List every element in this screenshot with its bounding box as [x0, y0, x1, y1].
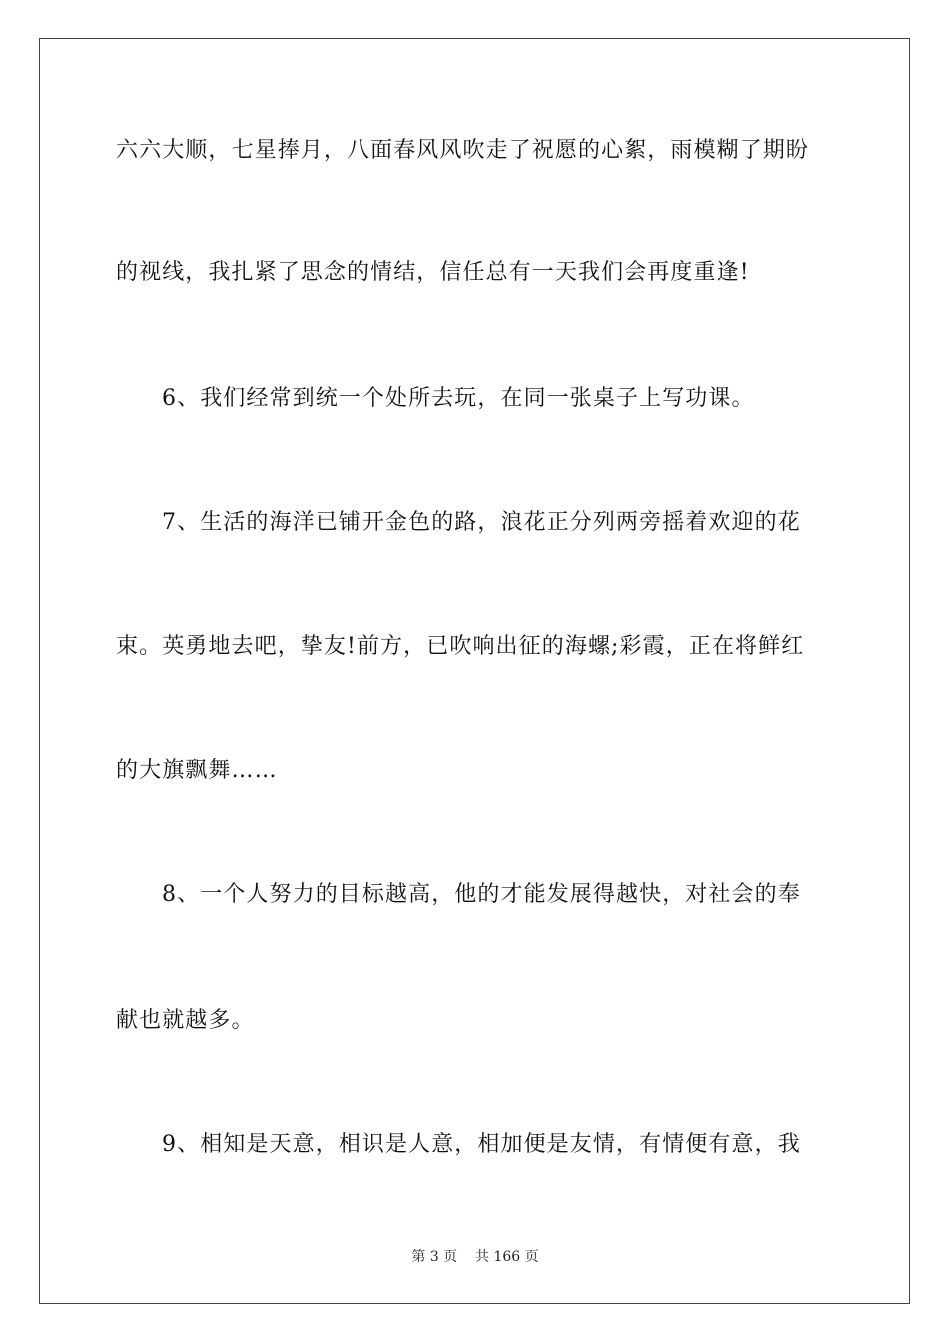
- text-line-5: 束。英勇地去吧，挚友!前方，已吹响出征的海螺;彩霞，正在将鲜红: [116, 634, 805, 659]
- page-number: 第 3 页: [411, 1249, 458, 1265]
- text-line-7: 8、一个人努力的目标越高，他的才能发展得越快，对社会的奉: [162, 882, 801, 907]
- text-line-9: 9、相知是天意，相识是人意，相加便是友情，有情便有意，我: [162, 1132, 801, 1157]
- page-total: 共 166 页: [475, 1249, 539, 1265]
- text-line-8: 献也就越多。: [116, 1008, 255, 1033]
- text-line-6: 的大旗飘舞……: [116, 758, 278, 783]
- text-line-4: 7、生活的海洋已铺开金色的路，浪花正分列两旁摇着欢迎的花: [162, 510, 801, 535]
- page-footer: [0, 1247, 950, 1267]
- page-border: [39, 38, 910, 1304]
- text-line-2: 的视线，我扎紧了思念的情结，信任总有一天我们会再度重逢!: [116, 260, 750, 285]
- text-line-3: 6、我们经常到统一个处所去玩，在同一张桌子上写功课。: [162, 386, 755, 411]
- text-line-1: 六六大顺，七星捧月，八面春风风吹走了祝愿的心絮，雨模糊了期盼: [116, 138, 810, 163]
